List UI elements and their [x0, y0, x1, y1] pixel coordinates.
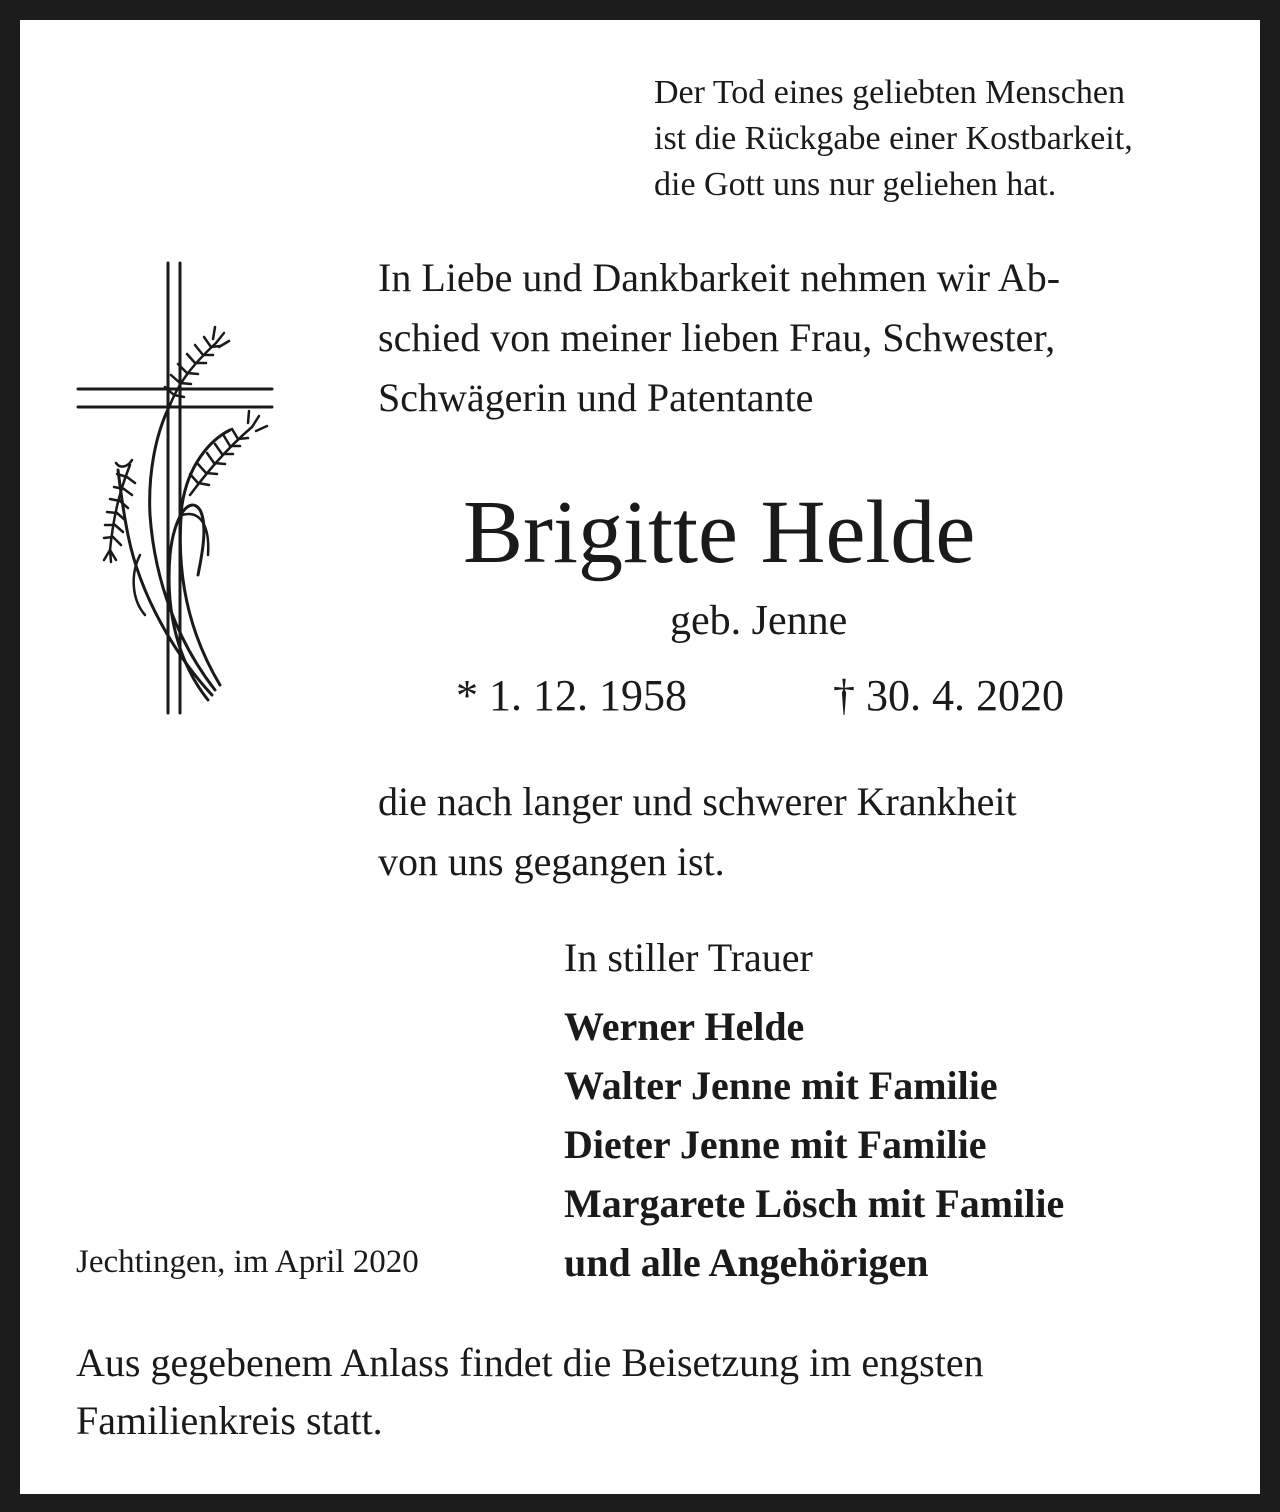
intro-line: In Liebe und Dankbarkeit nehmen wir Ab-	[378, 255, 1061, 300]
memorial-quote	[654, 70, 1133, 208]
intro-line: schied von meiner lieben Frau, Schwester,	[378, 315, 1056, 360]
deceased-name: Brigitte Helde	[463, 483, 976, 582]
mourning-label: In stiller Trauer	[564, 935, 813, 980]
burial-note	[76, 1334, 984, 1450]
mourner: Werner Helde	[564, 1004, 805, 1049]
birth-name: geb. Jenne	[670, 598, 848, 644]
burial-line: Aus gegebenem Anlass findet die Beisetzung im engsten	[76, 1340, 984, 1385]
burial-line: Familienkreis statt.	[76, 1398, 383, 1443]
mourners-list	[564, 997, 1064, 1292]
cross-with-wheat-icon	[70, 255, 280, 720]
farewell-intro	[378, 248, 1060, 428]
birth-date: * 1. 12. 1958	[456, 671, 687, 720]
mourner: und alle Angehörigen	[564, 1240, 929, 1285]
intro-line: Schwägerin und Patentante	[378, 375, 814, 420]
illness-line: die nach langer und schwerer Krankheit	[378, 779, 1017, 824]
mourner: Walter Jenne mit Familie	[564, 1063, 998, 1108]
death-date: † 30. 4. 2020	[833, 671, 1064, 720]
place-date: Jechtingen, im April 2020	[76, 1244, 419, 1280]
mourner: Dieter Jenne mit Familie	[564, 1122, 987, 1167]
illness-note	[378, 772, 1017, 892]
illness-line: von uns gegangen ist.	[378, 839, 725, 884]
quote-line: ist die Rückgabe einer Kostbarkeit,	[654, 120, 1133, 157]
quote-line: Der Tod eines geliebten Menschen	[654, 74, 1125, 111]
mourner: Margarete Lösch mit Familie	[564, 1181, 1065, 1226]
quote-line: die Gott uns nur geliehen hat.	[654, 166, 1057, 203]
